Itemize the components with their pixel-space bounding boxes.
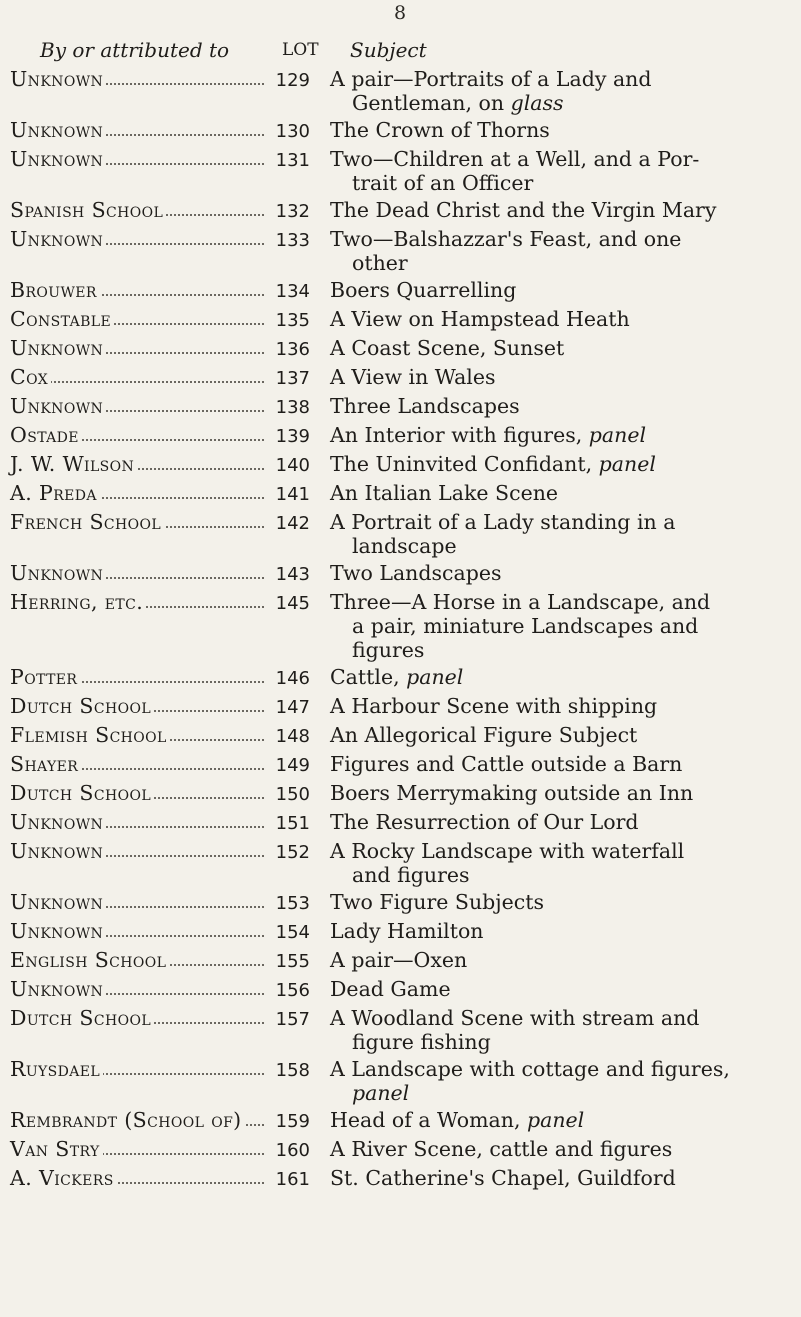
- page-number: 8: [394, 2, 407, 24]
- catalogue-entry: [0, 452, 801, 478]
- catalogue-entry: [0, 948, 801, 974]
- entry-author: [0, 1137, 268, 1161]
- entry-subject: [316, 510, 776, 558]
- catalogue-entry: [0, 481, 801, 507]
- entry-lot-number: 155: [275, 951, 310, 972]
- entry-author: [0, 510, 268, 534]
- entry-author-name: Unknown: [10, 977, 106, 1001]
- catalogue-entry: [0, 1108, 801, 1134]
- entry-author-name: Unknown: [10, 561, 106, 585]
- entry-subject-text: A Landscape with cottage and figures,: [330, 1057, 730, 1081]
- entry-subject: [316, 977, 776, 1001]
- entry-subject: [316, 919, 776, 943]
- entry-subject-text: A View in Wales: [330, 365, 496, 389]
- entry-subject-continuation: panel: [352, 1081, 410, 1105]
- entry-author: [0, 452, 268, 476]
- entry-subject: [316, 394, 776, 418]
- entry-subject-text: The Uninvited Confidant, panel: [330, 452, 656, 476]
- entry-author-name: A. Preda: [10, 481, 100, 505]
- entry-author-name: Dutch School: [10, 1006, 154, 1030]
- entry-lot-number: 154: [275, 922, 310, 943]
- entry-subject-text: Boers Quarrelling: [330, 278, 517, 302]
- catalogue-entry: [0, 1137, 801, 1163]
- catalogue-entry: [0, 423, 801, 449]
- entry-author-name: English School: [10, 948, 169, 972]
- entry-subject: [316, 1108, 776, 1132]
- entry-author: [0, 423, 268, 447]
- entry-subject-text: St. Catherine's Chapel, Guildford: [330, 1166, 676, 1190]
- entry-subject-text: A Rocky Landscape with waterfall: [330, 839, 685, 863]
- entry-subject: [316, 948, 776, 972]
- entry-author-name: Dutch School: [10, 781, 154, 805]
- catalogue-entry: [0, 839, 801, 887]
- entry-author: [0, 67, 268, 91]
- entry-author: [0, 752, 268, 776]
- entry-subject: [316, 723, 776, 747]
- entry-subject-text: Two—Balshazzar's Feast, and one: [330, 227, 682, 251]
- catalogue-entry: [0, 394, 801, 420]
- entry-lot-number: 138: [275, 397, 310, 418]
- entry-subject-continuation: trait of an Officer: [352, 171, 534, 195]
- entry-subject-text: The Resurrection of Our Lord: [330, 810, 639, 834]
- entry-subject: [316, 839, 776, 887]
- entry-subject-text: A Harbour Scene with shipping: [330, 694, 658, 718]
- entry-lot-number: 137: [275, 368, 310, 389]
- entry-lot-number: 160: [275, 1140, 310, 1161]
- entry-author-name: Dutch School: [10, 694, 154, 718]
- entry-subject: [316, 1137, 776, 1161]
- entry-author-name: Rembrandt (School of): [10, 1108, 245, 1132]
- entry-lot-number: 140: [275, 455, 310, 476]
- entry-subject: [316, 67, 776, 115]
- entry-lot-number: 158: [275, 1060, 310, 1081]
- entry-lot-number: 148: [275, 726, 310, 747]
- entry-subject: [316, 590, 776, 662]
- entry-author-name: Constable: [10, 307, 114, 331]
- entry-subject-text: Boers Merrymaking outside an Inn: [330, 781, 694, 805]
- entry-author: [0, 694, 268, 718]
- entry-subject: [316, 227, 776, 275]
- entry-subject: [316, 336, 776, 360]
- entry-lot-number: 149: [275, 755, 310, 776]
- catalogue-entry: [0, 278, 801, 304]
- entry-subject: [316, 278, 776, 302]
- entry-lot-number: 153: [275, 893, 310, 914]
- catalogue-entry: [0, 227, 801, 275]
- entry-subject: [316, 1057, 776, 1105]
- entry-author-name: Unknown: [10, 810, 106, 834]
- entry-lot-number: 141: [275, 484, 310, 505]
- entry-subject: [316, 147, 776, 195]
- entry-subject-text: An Allegorical Figure Subject: [330, 723, 638, 747]
- entry-lot-number: 134: [275, 281, 310, 302]
- entry-lot-number: 147: [275, 697, 310, 718]
- entry-author: [0, 336, 268, 360]
- entry-subject-continuation: a pair, miniature Landscapes and: [352, 614, 699, 638]
- entry-subject: [316, 423, 776, 447]
- entry-subject: [316, 481, 776, 505]
- catalogue-entry: [0, 336, 801, 362]
- entry-subject-text: Two Figure Subjects: [330, 890, 544, 914]
- entry-author-name: Spanish School: [10, 198, 166, 222]
- catalogue-entry: [0, 198, 801, 224]
- entry-author-name: Unknown: [10, 147, 106, 171]
- catalogue-entry: [0, 147, 801, 195]
- entry-subject-text: Lady Hamilton: [330, 919, 484, 943]
- entry-author-name: Cox: [10, 365, 51, 389]
- entry-subject-text: Three—A Horse in a Landscape, and: [330, 590, 711, 614]
- entry-author: [0, 278, 268, 302]
- entry-lot-number: 159: [275, 1111, 310, 1132]
- catalogue-entry: [0, 723, 801, 749]
- entry-subject-text: A pair—Oxen: [330, 948, 468, 972]
- entry-author: [0, 1166, 268, 1190]
- entry-author: [0, 919, 268, 943]
- entry-subject: [316, 665, 776, 689]
- entry-lot-number: 143: [275, 564, 310, 585]
- entry-subject-text: Two Landscapes: [330, 561, 502, 585]
- entry-lot-number: 146: [275, 668, 310, 689]
- entry-subject-text: Two—Children at a Well, and a Por-: [330, 147, 700, 171]
- entry-lot-number: 142: [275, 513, 310, 534]
- catalogue-entry: [0, 752, 801, 778]
- entry-author: [0, 977, 268, 1001]
- entry-author-name: Unknown: [10, 919, 106, 943]
- entry-lot-number: 130: [275, 121, 310, 142]
- author-column-label: By or attributed to: [40, 38, 230, 62]
- entry-author: [0, 890, 268, 914]
- catalogue-entry: [0, 1006, 801, 1054]
- entry-subject-text: A Portrait of a Lady standing in a: [330, 510, 676, 534]
- entry-author: [0, 147, 268, 171]
- entry-subject-text: The Crown of Thorns: [330, 118, 550, 142]
- entry-subject: [316, 694, 776, 718]
- entry-subject-text: Head of a Woman, panel: [330, 1108, 585, 1132]
- catalogue-entry: [0, 781, 801, 807]
- entry-author: [0, 1108, 268, 1132]
- entry-lot-number: 152: [275, 842, 310, 863]
- catalogue-entry: [0, 561, 801, 587]
- catalogue-list: [0, 64, 801, 1192]
- entry-author-name: Flemish School: [10, 723, 170, 747]
- entry-subject: [316, 1006, 776, 1054]
- entry-subject-text: A Woodland Scene with stream and: [330, 1006, 700, 1030]
- entry-subject: [316, 890, 776, 914]
- entry-author-name: J. W. Wilson: [10, 452, 137, 476]
- entry-lot-number: 136: [275, 339, 310, 360]
- entry-subject: [316, 307, 776, 331]
- entry-author-name: Ostade: [10, 423, 82, 447]
- entry-subject-text: Cattle, panel: [330, 665, 464, 689]
- entry-subject-continuation: other: [352, 251, 408, 275]
- entry-author-name: Shayer: [10, 752, 81, 776]
- entry-subject: [316, 365, 776, 389]
- entry-subject-text: An Italian Lake Scene: [330, 481, 559, 505]
- lot-column-label: LOT: [282, 40, 319, 60]
- entry-subject-text: A River Scene, cattle and figures: [330, 1137, 673, 1161]
- entry-subject: [316, 452, 776, 476]
- entry-author: [0, 839, 268, 863]
- catalogue-entry: [0, 510, 801, 558]
- entry-subject-text: A View on Hampstead Heath: [330, 307, 630, 331]
- entry-subject-continuation: Gentleman, on glass: [352, 91, 564, 115]
- entry-author-name: A. Vickers: [10, 1166, 117, 1190]
- entry-author-name: Unknown: [10, 890, 106, 914]
- entry-lot-number: 151: [275, 813, 310, 834]
- entry-subject: [316, 810, 776, 834]
- entry-subject-text: Dead Game: [330, 977, 451, 1001]
- entry-author: [0, 1057, 268, 1081]
- entry-subject-text: A Coast Scene, Sunset: [330, 336, 565, 360]
- entry-subject: [316, 198, 776, 222]
- entry-subject-text: The Dead Christ and the Virgin Mary: [330, 198, 717, 222]
- entry-author: [0, 394, 268, 418]
- entry-author-name: Herring, etc.: [10, 590, 146, 614]
- catalogue-entry: [0, 977, 801, 1003]
- entry-subject-continuation: and figures: [352, 863, 470, 887]
- catalogue-entry: [0, 590, 801, 662]
- entry-author: [0, 118, 268, 142]
- entry-author: [0, 590, 268, 614]
- entry-subject-text: Three Landscapes: [330, 394, 520, 418]
- entry-lot-number: 132: [275, 201, 310, 222]
- entry-subject-text: An Interior with figures, panel: [330, 423, 647, 447]
- entry-lot-number: 129: [275, 70, 310, 91]
- entry-author-name: Unknown: [10, 394, 106, 418]
- entry-subject-text: A pair—Portraits of a Lady and: [330, 67, 652, 91]
- entry-subject: [316, 781, 776, 805]
- entry-author: [0, 1006, 268, 1030]
- entry-subject: [316, 752, 776, 776]
- entry-subject-continuation: figures: [352, 638, 425, 662]
- catalogue-entry: [0, 890, 801, 916]
- entry-author-name: Potter: [10, 665, 80, 689]
- catalogue-entry: [0, 365, 801, 391]
- entry-author: [0, 723, 268, 747]
- entry-author-name: Brouwer: [10, 278, 100, 302]
- entry-lot-number: 157: [275, 1009, 310, 1030]
- entry-author: [0, 481, 268, 505]
- entry-author: [0, 810, 268, 834]
- entry-author-name: Unknown: [10, 839, 106, 863]
- catalogue-entry: [0, 919, 801, 945]
- entry-lot-number: 139: [275, 426, 310, 447]
- entry-author-name: Unknown: [10, 67, 106, 91]
- entry-author: [0, 781, 268, 805]
- entry-author: [0, 561, 268, 585]
- entry-author-name: Unknown: [10, 336, 106, 360]
- subject-column-label: Subject: [350, 38, 427, 62]
- catalogue-entry: [0, 307, 801, 333]
- entry-author: [0, 227, 268, 251]
- entry-author-name: Ruysdael: [10, 1057, 103, 1081]
- entry-author-name: Unknown: [10, 118, 106, 142]
- catalogue-entry: [0, 694, 801, 720]
- entry-lot-number: 131: [275, 150, 310, 171]
- entry-lot-number: 161: [275, 1169, 310, 1190]
- entry-subject: [316, 1166, 776, 1190]
- entry-author-name: French School: [10, 510, 164, 534]
- catalogue-entry: [0, 665, 801, 691]
- entry-lot-number: 133: [275, 230, 310, 251]
- catalogue-entry: [0, 810, 801, 836]
- entry-author: [0, 948, 268, 972]
- entry-author: [0, 665, 268, 689]
- entry-lot-number: 145: [275, 593, 310, 614]
- entry-lot-number: 135: [275, 310, 310, 331]
- catalogue-entry: [0, 1057, 801, 1105]
- entry-subject: [316, 561, 776, 585]
- entry-subject-continuation: figure fishing: [352, 1030, 491, 1054]
- entry-author: [0, 307, 268, 331]
- entry-author-name: Van Stry: [10, 1137, 103, 1161]
- catalogue-entry: [0, 118, 801, 144]
- entry-author: [0, 365, 268, 389]
- entry-subject-text: Figures and Cattle outside a Barn: [330, 752, 683, 776]
- catalogue-entry: [0, 67, 801, 115]
- entry-lot-number: 150: [275, 784, 310, 805]
- catalogue-entry: [0, 1166, 801, 1192]
- entry-subject-continuation: landscape: [352, 534, 457, 558]
- entry-lot-number: 156: [275, 980, 310, 1001]
- entry-author: [0, 198, 268, 222]
- entry-subject: [316, 118, 776, 142]
- entry-author-name: Unknown: [10, 227, 106, 251]
